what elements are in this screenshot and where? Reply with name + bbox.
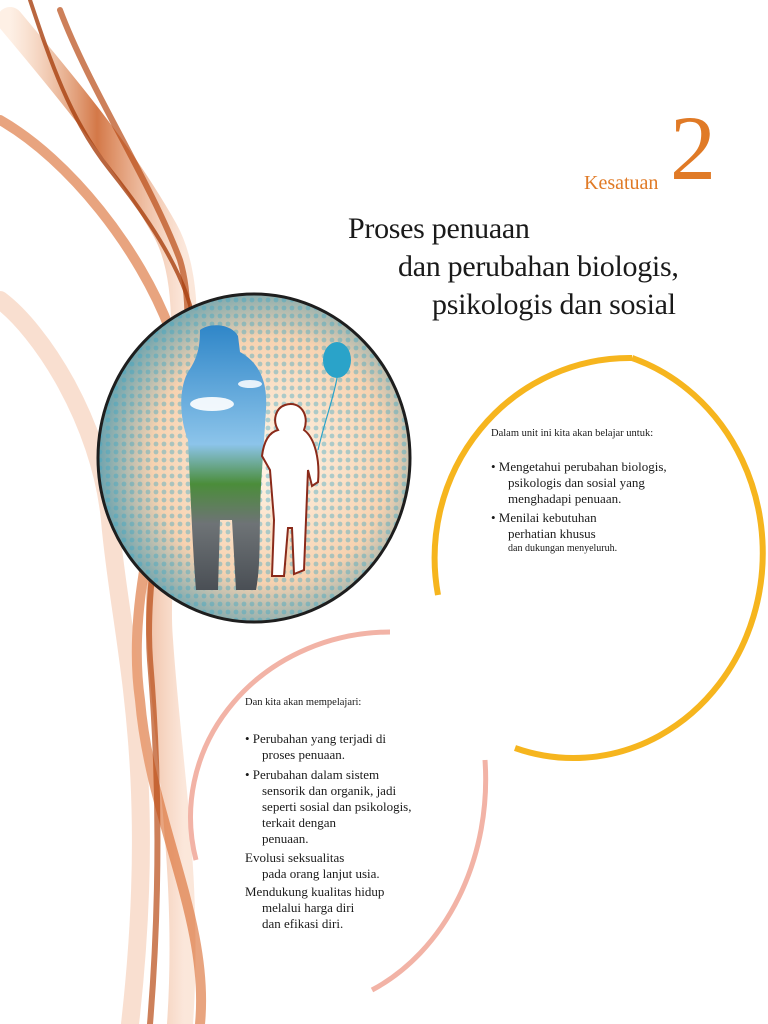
yellow-arc [515,358,763,758]
objective-2-line-2: perhatian khusus [508,526,596,541]
title-line-3: psikologis dan sosial [432,288,676,321]
learn-2-line-2: sensorik dan organik, jadi [262,783,397,798]
learn-2-line-3: seperti sosial dan psikologis, [262,799,412,814]
learn-1-line-2: proses penuaan. [262,747,346,762]
balloon [323,342,351,378]
objective-1-line-1: • Mengetahui perubahan biologis, [491,459,667,474]
learn-3-line-1: Evolusi seksualitas [245,850,345,865]
learn-2-line-5: penuaan. [262,831,309,846]
learn-3-line-2: pada orang lanjut usia. [262,866,380,881]
title-line-1: Proses penuaan [348,212,530,245]
objective-2-line-3: dan dukungan menyeluruh. [508,543,618,554]
learn-4-line-3: dan efikasi diri. [262,916,344,931]
learn-1-line-1: • Perubahan yang terjadi di [245,731,387,746]
title-line-2: dan perubahan biologis, [398,250,679,283]
learn-4-line-1: Mendukung kualitas hidup [245,884,385,899]
learn-4-line-2: melalui harga diri [262,900,355,915]
objective-1-line-2: psikologis dan sosial yang [508,475,645,490]
unit-number: 2 [670,97,716,199]
unit-label: Kesatuan [584,172,659,194]
learn-2-line-1: • Perubahan dalam sistem [245,767,380,782]
objective-1-line-3: menghadapi penuaan. [508,491,622,506]
objectives-intro: Dalam unit ini kita akan belajar untuk: [491,428,654,439]
objective-2-line-1: • Menilai kebutuhan [491,510,597,525]
learn-intro: Dan kita akan mempelajari: [245,697,362,708]
learn-2-line-4: terkait dengan [262,815,336,830]
